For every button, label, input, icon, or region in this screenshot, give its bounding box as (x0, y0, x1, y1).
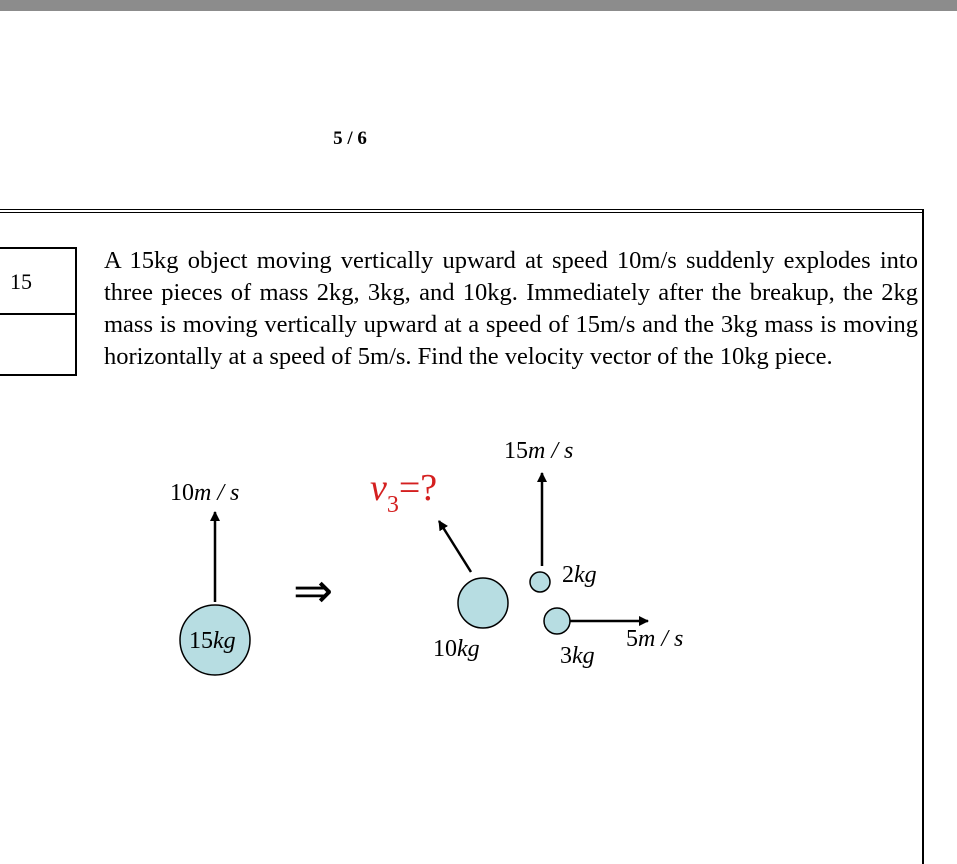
piece-2kg-speed-label: 15m / s (504, 438, 574, 464)
question-number: 15 (10, 269, 32, 294)
ball-3kg (544, 608, 570, 634)
ball-2kg (530, 572, 550, 592)
implies-arrow-icon: ⇒ (293, 563, 334, 619)
ball-10kg-label: 10kg (433, 636, 480, 662)
question-text: A 15kg object moving vertically upward at speed 10m/s suddenly explodes into three pieces of mass 2kg, 3kg, and 10kg. Immediately after the breakup, the 2kg mass is moving vertically upward at a speed of 15m/s and the 3kg mass is moving horizontally at a speed of 5m/s. Find the velocity vector of the 10kg piece. (104, 247, 918, 370)
ball-2kg-label: 2kg (562, 562, 597, 588)
before-speed-label: 10m / s (170, 480, 240, 506)
ball-3kg-label: 3kg (560, 643, 595, 669)
piece-3kg-speed-label: 5m / s (626, 626, 684, 652)
ball-15kg-label: 15kg (189, 628, 236, 654)
page-number: 5 / 6 (333, 128, 367, 149)
unknown-velocity-arrow (439, 521, 471, 572)
ball-10kg (458, 578, 508, 628)
unknown-velocity-label: $v_3=$? (370, 467, 438, 518)
